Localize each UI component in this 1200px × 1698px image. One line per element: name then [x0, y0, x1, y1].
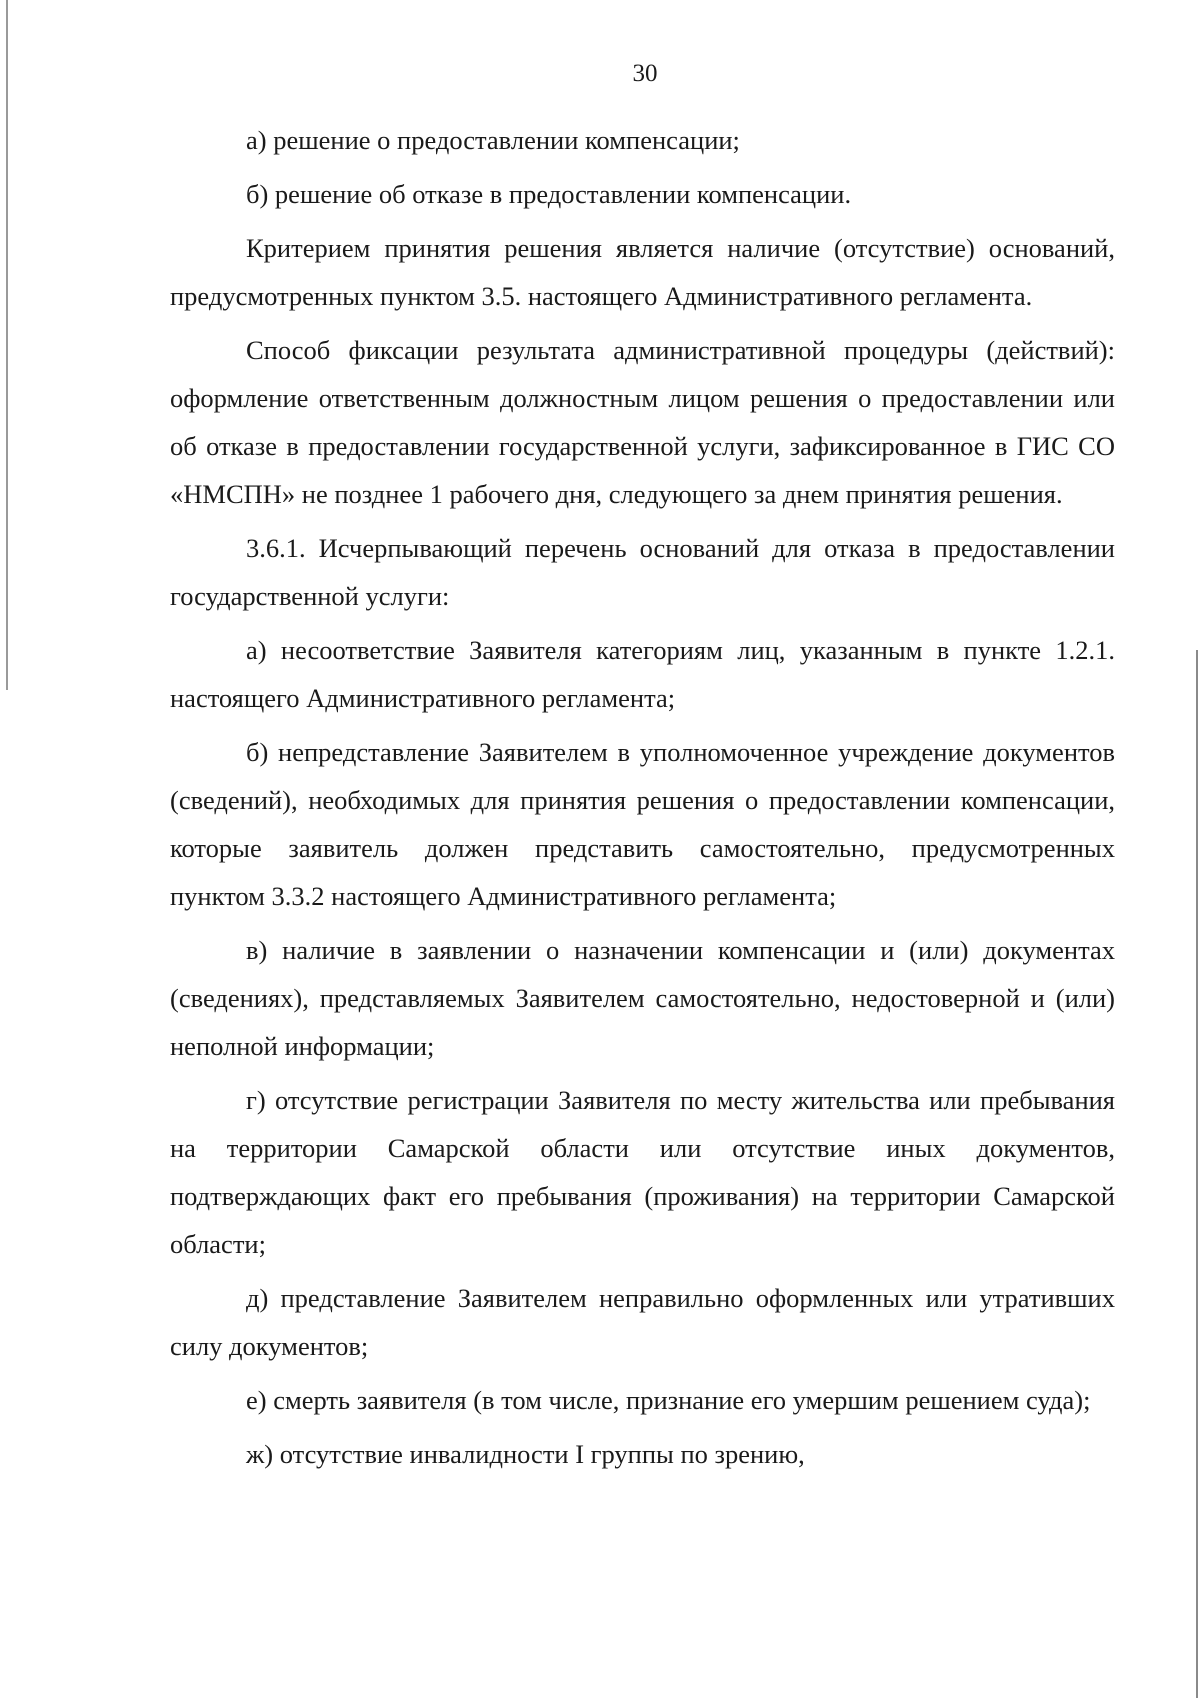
scan-edge-right [1196, 650, 1198, 1698]
paragraph-refusal-grounds-heading: 3.6.1. Исчерпывающий перечень оснований для отказа в предоставлении государственной услуги: [170, 533, 1115, 611]
paragraph-decision-criterion: Критерием принятия решения является наличие (отсутствие) оснований, предусмотренных пунктом 3.5. настоящего Административного регламента. [170, 233, 1115, 311]
paragraph-ground-g: г) отсутствие регистрации Заявителя по месту жительства или пребывания на территории Самарской области или отсутствие иных документов, подтверждающих факт его пребывания (проживания) на территории Самарской области; [170, 1085, 1115, 1259]
document-body [170, 116, 1115, 1478]
paragraph-result-fixation: Способ фиксации результата административной процедуры (действий): оформление ответственным должностным лицом решения о предоставлении или об отказе в предоставлении государственной услуги, зафиксированное в ГИС СО «НМСПН» не позднее 1 рабочего дня, следующего за днем принятия решения. [170, 335, 1115, 509]
scan-edge-left [6, 0, 8, 690]
paragraph-ground-v: в) наличие в заявлении о назначении компенсации и (или) документах (сведениях), представляемых Заявителем самостоятельно, недостоверной и (или) неполной информации; [170, 935, 1115, 1061]
page-number: 30 [632, 60, 658, 87]
paragraph-decision-grant: а) решение о предоставлении компенсации; [246, 125, 740, 155]
paragraph-ground-a: а) несоответствие Заявителя категориям лиц, указанным в пункте 1.2.1. настоящего Административного регламента; [170, 635, 1115, 713]
paragraph-ground-zh: ж) отсутствие инвалидности I группы по зрению, [246, 1439, 805, 1469]
paragraph-ground-d: д) представление Заявителем неправильно оформленных или утративших силу документов; [170, 1283, 1115, 1361]
paragraph-ground-e: е) смерть заявителя (в том числе, признание его умершим решением суда); [246, 1385, 1091, 1415]
paragraph-ground-b: б) непредставление Заявителем в уполномоченное учреждение документов (сведений), необходимых для принятия решения о предоставлении компенсации, которые заявитель должен представить самостоятельно, предусмотренных пунктом 3.3.2 настоящего Административного регламента; [170, 737, 1115, 911]
paragraph-decision-refusal: б) решение об отказе в предоставлении компенсации. [246, 179, 852, 209]
